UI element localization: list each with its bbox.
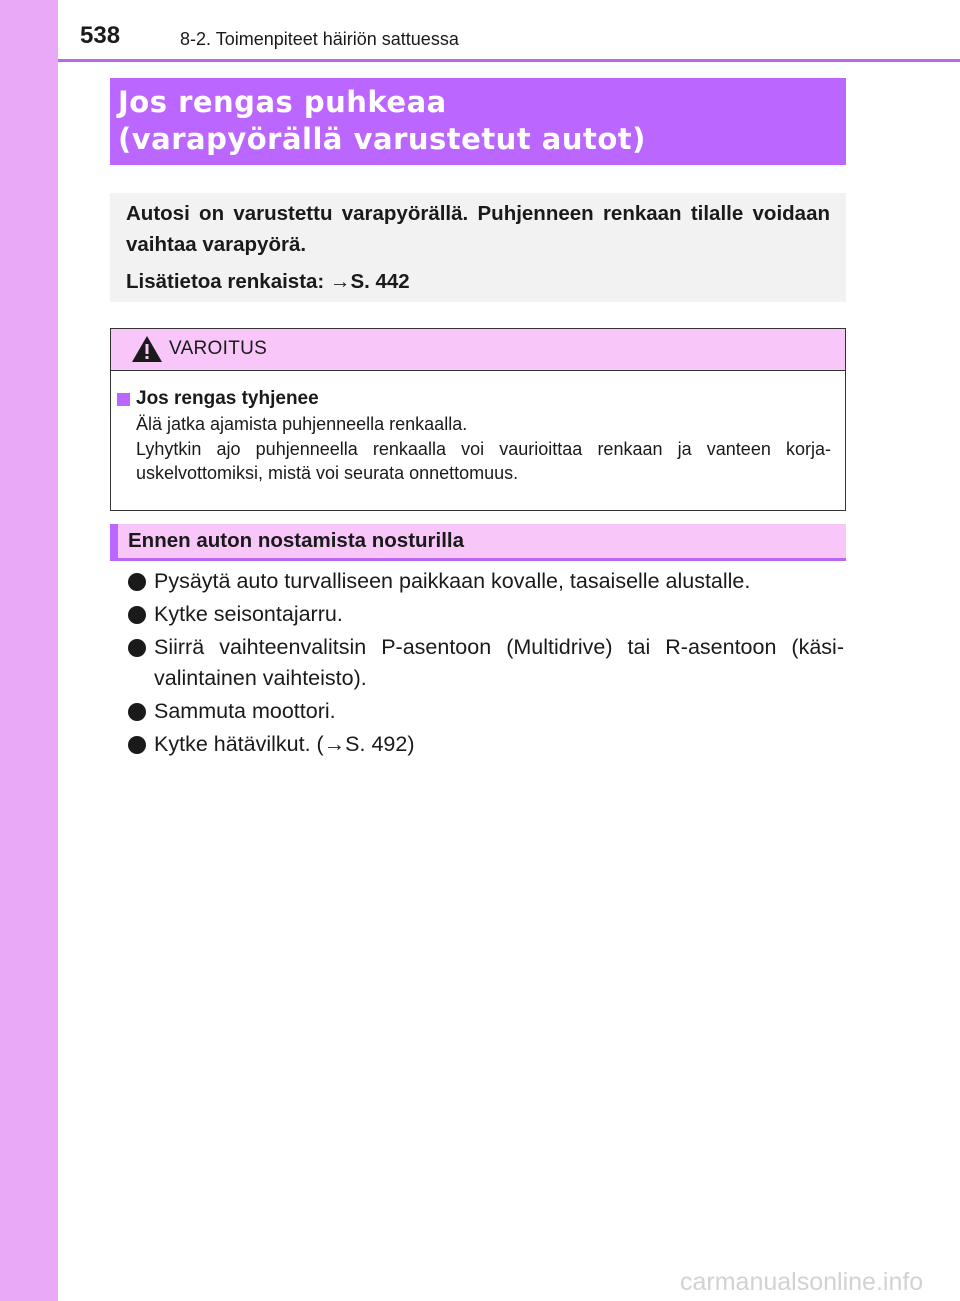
intro-box bbox=[110, 193, 846, 302]
step-text: Sammuta moottori. bbox=[154, 699, 336, 723]
warning-body bbox=[111, 371, 845, 485]
section-header: 8-2. Toimenpiteet häiriön sattuessa bbox=[180, 29, 459, 49]
warning-header bbox=[111, 329, 845, 371]
warning-line-1: Älä jatka ajamista puhjenneella renkaalla. bbox=[136, 414, 468, 434]
warning-heading-text: Jos rengas tyhjenee bbox=[136, 388, 319, 409]
step-text: Kytke hätävilkut. (→S. 492) bbox=[154, 732, 415, 756]
page-number: 538 bbox=[80, 22, 121, 49]
step-text: Kytke seisontajarru. bbox=[154, 602, 343, 626]
round-bullet-icon bbox=[128, 606, 146, 624]
step-text: Siirrä vaihteenvalitsin P-asentoon (Multidrive) tai R-asentoon (käsi-valintainen vaihteisto). bbox=[154, 635, 844, 690]
round-bullet-icon bbox=[128, 573, 146, 591]
steps-list bbox=[128, 566, 844, 762]
warning-triangle-icon bbox=[131, 335, 163, 363]
list-item bbox=[128, 599, 844, 630]
page-title bbox=[110, 78, 846, 165]
square-bullet-icon bbox=[117, 393, 130, 406]
subsection-accent-bar bbox=[110, 524, 118, 561]
subsection-title: Ennen auton nostamista nosturilla bbox=[128, 529, 465, 552]
list-item bbox=[128, 729, 844, 760]
page-title-line-1: Jos rengas puhkeaa bbox=[118, 85, 447, 119]
page-title-line-2: (varapyörällä varustetut autot) bbox=[118, 122, 646, 156]
intro-reference: Lisätietoa renkaista: →S. 442 bbox=[126, 270, 410, 293]
list-item bbox=[128, 632, 844, 694]
list-item bbox=[128, 566, 844, 597]
warning-box bbox=[110, 328, 846, 511]
list-item bbox=[128, 696, 844, 727]
step-text: Pysäytä auto turvalliseen paikkaan kovalle, tasaiselle alustalle. bbox=[154, 569, 751, 593]
header-divider bbox=[58, 59, 960, 62]
watermark: carmanualsonline.info bbox=[680, 1268, 924, 1296]
warning-line-2: Lyhytkin ajo puhjenneella renkaalla voi vaurioittaa renkaan ja vanteen korja-uskelvottomiksi, mistä voi seurata onnettomuus. bbox=[136, 439, 831, 483]
round-bullet-icon bbox=[128, 736, 146, 754]
round-bullet-icon bbox=[128, 639, 146, 657]
side-color-strip bbox=[0, 0, 58, 1301]
subsection-header bbox=[110, 524, 846, 561]
warning-label: VAROITUS bbox=[169, 338, 268, 359]
warning-heading bbox=[117, 387, 831, 411]
intro-text: Autosi on varustettu varapyörällä. Puhjenneen renkaan tilalle voidaan vaihtaa varapyörä. bbox=[126, 202, 830, 256]
round-bullet-icon bbox=[128, 703, 146, 721]
